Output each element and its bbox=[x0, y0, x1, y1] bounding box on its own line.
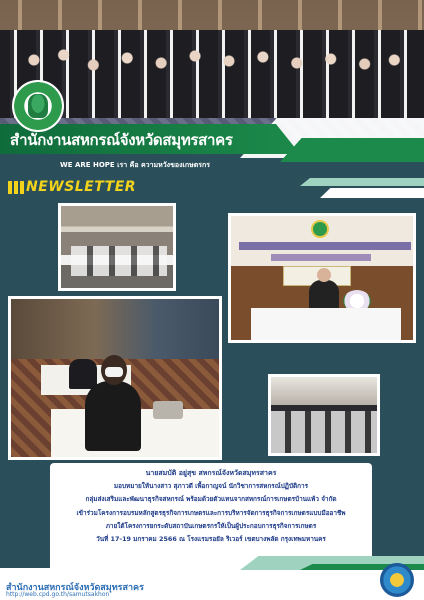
header-green-accent bbox=[280, 138, 424, 162]
group-photo-people bbox=[0, 30, 424, 130]
caption-line: นายสมบัติ อยู่สุข สหกรณ์จังหวัดสมุทรสาคร bbox=[145, 469, 277, 477]
stage-emblem-icon bbox=[311, 220, 329, 238]
photo-participant bbox=[8, 296, 222, 460]
newsletter-deco bbox=[300, 178, 424, 200]
provincial-seal-logo bbox=[380, 563, 414, 597]
emblem-figure-icon bbox=[28, 94, 48, 118]
participant-woman-figure bbox=[85, 381, 141, 451]
photo-meeting-room bbox=[58, 203, 176, 291]
stage-table bbox=[251, 308, 401, 342]
caption-line: วันที่ 17-19 มกราคม 2566 ณ โรงแรมรอยัล ริเวอร์ เขตบางพลัด กรุงเทพมหานคร bbox=[96, 535, 326, 544]
photo-hall bbox=[268, 374, 380, 456]
header-slogan: WE ARE HOPE เรา คือ ความหวังของเกษตรกร bbox=[60, 161, 211, 169]
caption-line: ภายใต้โครงการยกระดับสถาบันเกษตรกรให้เป็นผู้ประกอบการธุรกิจการเกษตร bbox=[105, 521, 317, 530]
header-title: สำนักงานสหกรณ์จังหวัดสมุทรสาคร bbox=[10, 131, 233, 149]
handbag bbox=[153, 401, 183, 419]
newsletter-bars-icon bbox=[8, 181, 24, 194]
footer-url-link[interactable]: http://web.cpd.go.th/samutsakhon bbox=[6, 591, 110, 598]
newsletter-label: NEWSLETTER bbox=[26, 179, 137, 195]
footer-org-name: สำนักงานสหกรณ์จังหวัดสมุทรสาคร bbox=[6, 583, 144, 593]
cooperative-emblem-logo bbox=[12, 80, 64, 132]
caption-line: เข้าร่วมโครงการอบรมหลักสูตรธุรกิจการเกษตรและการบริหารจัดการธุรกิจการเกษตรแบบมืออาชีพ bbox=[76, 508, 346, 517]
caption-line: มอบหมายให้นางสาว สุภาวดี เพื้อกาญจน์ นักวิชาการสหกรณ์ปฏิบัติการ bbox=[113, 482, 309, 491]
caption-line: กลุ่มส่งเสริมและพัฒนาธุรกิจสหกรณ์ พร้อมด้วยตัวแทนจากสหกรณ์การเกษตรบ้านแพ้ว จำกัด bbox=[85, 495, 337, 504]
photo-speaker-stage bbox=[228, 213, 416, 343]
participant-man-figure bbox=[69, 359, 97, 389]
